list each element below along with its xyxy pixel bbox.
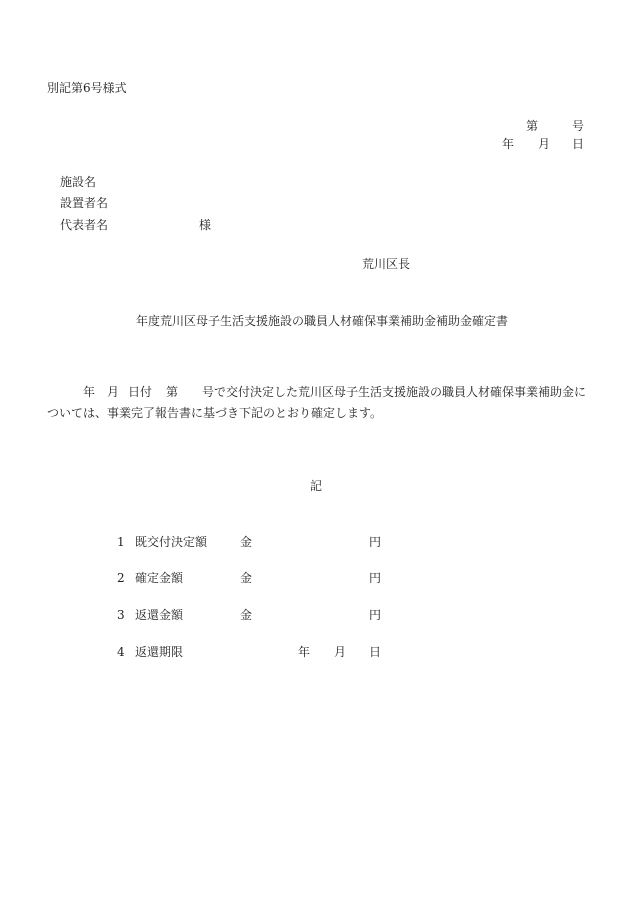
item-kin: 金: [240, 535, 253, 549]
sender: 荒川区長: [362, 257, 411, 271]
founder-name-label: 設置者名: [60, 196, 109, 210]
item-number: 1: [117, 535, 125, 549]
item-label: 確定金額: [135, 571, 184, 585]
ki-heading: 記: [310, 479, 323, 493]
facility-name-label: 施設名: [60, 175, 97, 189]
date-month: 月: [538, 137, 551, 151]
item-day: 日: [369, 645, 382, 659]
item-label: 既交付決定額: [135, 535, 208, 549]
honorific: 様: [199, 218, 212, 232]
item-yen: 円: [369, 535, 382, 549]
body-year: 年: [83, 385, 96, 399]
date-year: 年: [502, 137, 515, 151]
number-go: 号: [572, 119, 585, 133]
item-number: 2: [117, 571, 125, 585]
item-label: 返還金額: [135, 608, 184, 622]
number-dai: 第: [526, 119, 539, 133]
item-kin: 金: [240, 608, 253, 622]
item-year: 年: [298, 645, 311, 659]
body-day: 日付: [128, 385, 153, 399]
item-label: 返還期限: [135, 645, 184, 659]
form-id: 別記第6号様式: [47, 81, 127, 95]
body-dai: 第: [166, 385, 179, 399]
representative-name-label: 代表者名: [60, 218, 109, 232]
item-kin: 金: [240, 571, 253, 585]
body-month: 月: [107, 385, 120, 399]
document-title: 年度荒川区母子生活支援施設の職員人材確保事業補助金補助金確定書: [136, 314, 509, 328]
item-number: 4: [117, 645, 125, 659]
body-line1: 号で交付決定した荒川区母子生活支援施設の職員人材確保事業補助金に: [202, 385, 587, 399]
item-month: 月: [334, 645, 347, 659]
item-number: 3: [117, 608, 125, 622]
body-line2: ついては、事業完了報告書に基づき下記のとおり確定します。: [47, 406, 383, 420]
item-yen: 円: [369, 571, 382, 585]
date-day: 日: [572, 137, 585, 151]
item-yen: 円: [369, 608, 382, 622]
